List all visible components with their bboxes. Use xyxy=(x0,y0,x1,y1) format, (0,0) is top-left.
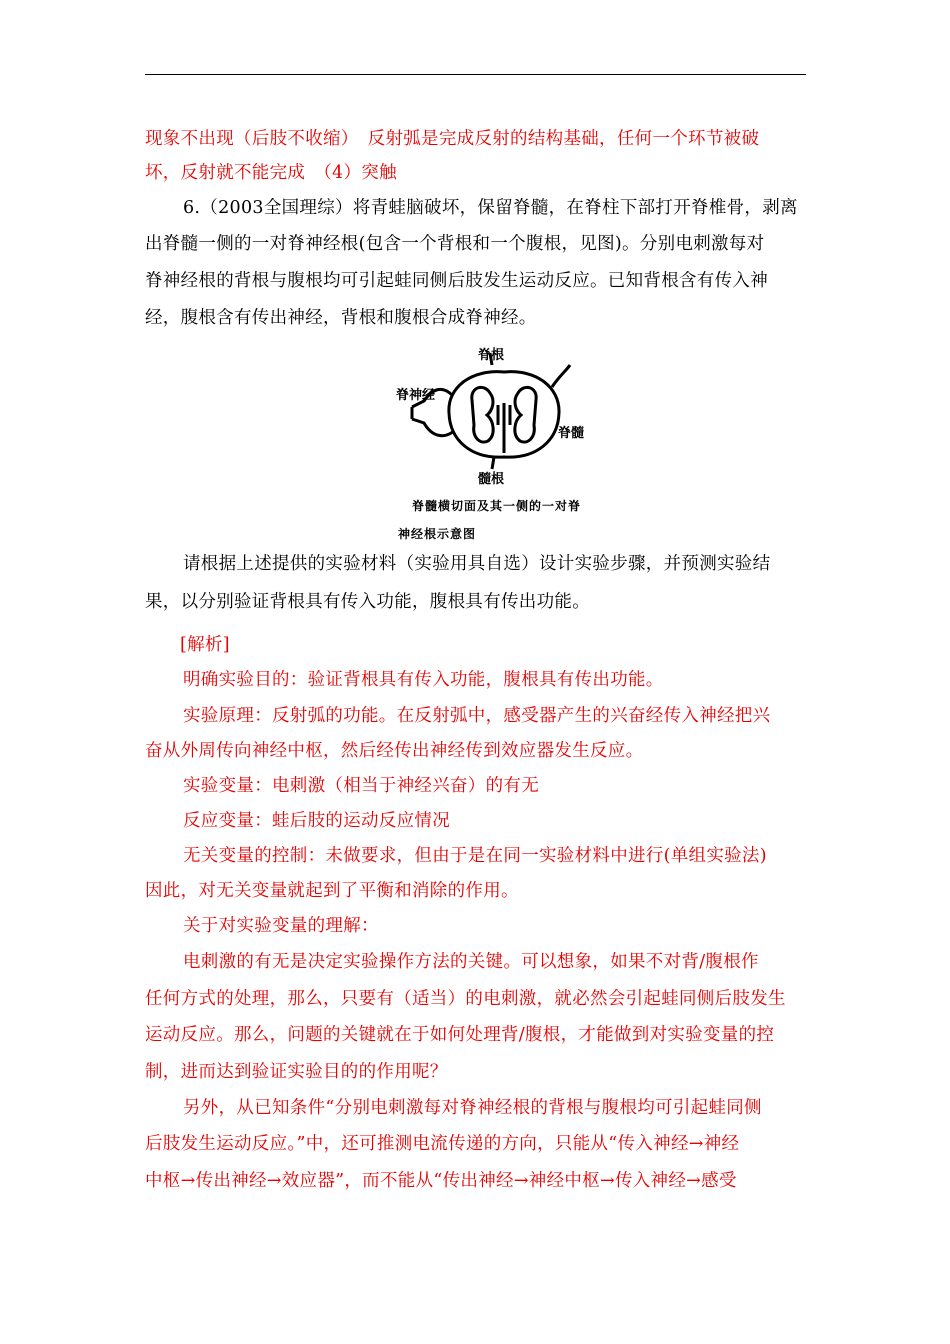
analysis-line: 奋从外周传向神经中枢，然后经传出神经传到效应器发生反应。 xyxy=(145,741,644,761)
analysis-line: 制，进而达到验证实验目的的作用呢？ xyxy=(145,1062,448,1082)
analysis-line: 关于对实验变量的理解： xyxy=(183,916,379,936)
analysis-line: 后肢发生运动反应。”中，还可推测电流传递的方向，只能从“传入神经→神经 xyxy=(145,1134,740,1154)
question-line: 请根据上述提供的实验材料（实验用具自选）设计实验步骤，并预测实验结 xyxy=(183,554,771,574)
label-dorsal-root: 脊根 xyxy=(478,348,505,363)
answer-line: 坏，反射就不能完成 （4）突触 xyxy=(145,163,397,183)
label-spinal-cord: 脊髓 xyxy=(558,426,585,441)
analysis-line: 实验原理：反射弧的功能。在反射弧中，感受器产生的兴奋经传入神经把兴 xyxy=(183,706,771,726)
analysis-line: 因此，对无关变量就起到了平衡和消除的作用。 xyxy=(145,881,519,901)
analysis-line: 无关变量的控制：未做要求，但由于是在同一实验材料中进行(单组实验法) xyxy=(183,846,767,866)
question-line: 果，以分别验证背根具有传入功能，腹根具有传出功能。 xyxy=(145,592,590,612)
question-line: 脊神经根的背根与腹根均可引起蛙同侧后肢发生运动反应。已知背根含有传入神 xyxy=(145,271,768,291)
spinal-cord-cross-section xyxy=(392,345,602,485)
label-ventral-root: 髓根 xyxy=(478,472,505,485)
analysis-line: 反应变量：蛙后肢的运动反应情况 xyxy=(183,811,450,831)
analysis-line: 电刺激的有无是决定实验操作方法的关键。可以想象，如果不对背/腹根作 xyxy=(183,952,759,972)
analysis-heading: [解析] xyxy=(180,635,230,655)
question-line: 6.（2003全国理综）将青蛙脑破坏，保留脊髓，在脊柱下部打开脊椎骨，剥离 xyxy=(183,198,798,218)
label-spinal-nerve: 脊神经 xyxy=(396,388,436,403)
figure-caption: 神经根示意图 xyxy=(398,527,477,541)
question-line: 出脊髓一侧的一对脊神经根(包含一个背根和一个腹根，见图)。分别电刺激每对 xyxy=(145,234,765,254)
analysis-line: 运动反应。那么，问题的关键就在于如何处理背/腹根，才能做到对实验变量的控 xyxy=(145,1025,775,1045)
analysis-line: 实验变量：电刺激（相当于神经兴奋）的有无 xyxy=(183,776,539,796)
figure-caption: 脊髓横切面及其一侧的一对脊 xyxy=(412,499,582,513)
analysis-line: 明确实验目的：验证背根具有传入功能，腹根具有传出功能。 xyxy=(183,670,664,690)
header-rule xyxy=(145,74,806,75)
analysis-line: 中枢→传出神经→效应器”，而不能从“传出神经→神经中枢→传入神经→感受 xyxy=(145,1171,737,1191)
question-line: 经，腹根含有传出神经，背根和腹根合成脊神经。 xyxy=(145,308,537,328)
answer-line: 现象不出现（后肢不收缩） 反射弧是完成反射的结构基础，任何一个环节被破 xyxy=(145,129,760,149)
analysis-line: 另外，从已知条件“分别电刺激每对脊神经根的背根与腹根均可引起蛙同侧 xyxy=(183,1098,762,1118)
analysis-line: 任何方式的处理，那么，只要有（适当）的电刺激，就必然会引起蛙同侧后肢发生 xyxy=(145,989,786,1009)
spinal-cord-diagram xyxy=(392,345,602,485)
